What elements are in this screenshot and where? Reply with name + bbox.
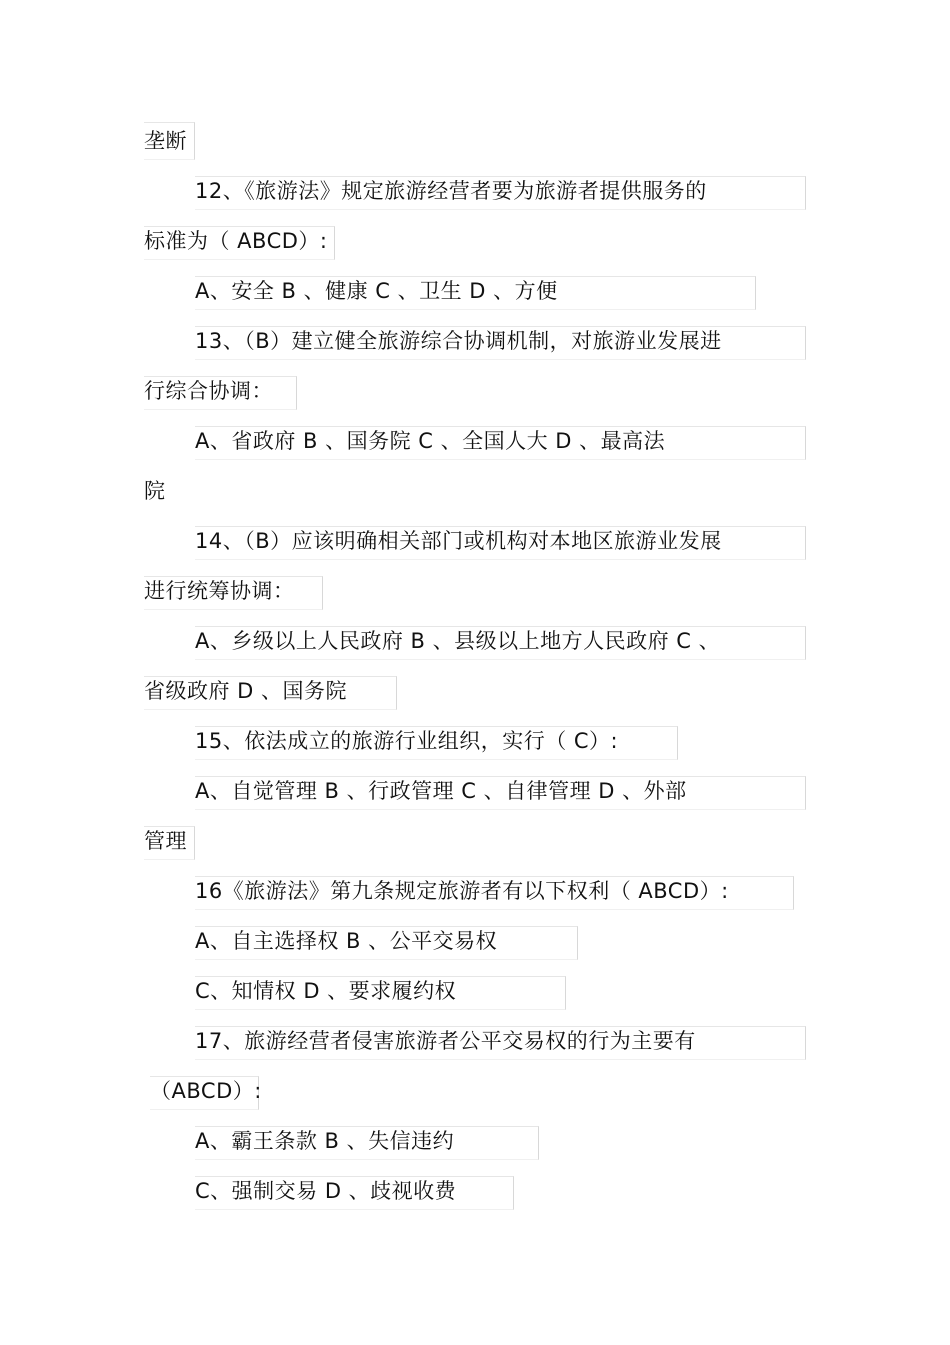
question-16-options-2: C、知情权 D 、要求履约权 [195, 979, 457, 1003]
question-12-line-1: 12、《旅游法》规定旅游经营者要为旅游者提供服务的 [195, 179, 707, 203]
question-16-options-1: A、自主选择权 B 、公平交易权 [195, 929, 498, 953]
question-17-options-1: A、霸王条款 B 、失信违约 [195, 1129, 455, 1153]
question-13-options-2: 院 [144, 479, 166, 503]
question-14-options-1: A、乡级以上人民政府 B 、县级以上地方人民政府 C 、 [195, 629, 721, 653]
question-16-line: 16《旅游法》第九条规定旅游者有以下权利（ ABCD）: [195, 879, 729, 903]
question-14-options-2: 省级政府 D 、国务院 [144, 679, 348, 703]
question-17-line-2: （ABCD）: [150, 1079, 262, 1103]
question-14-line-1: 14、（B）应该明确相关部门或机构对本地区旅游业发展 [195, 529, 722, 553]
question-12-options: A、安全 B 、健康 C 、卫生 D 、方便 [195, 279, 558, 303]
question-13-line-2: 行综合协调： [144, 379, 273, 403]
question-17-line-1: 17、旅游经营者侵害旅游者公平交易权的行为主要有 [195, 1029, 696, 1053]
question-15-options-1: A、自觉管理 B 、行政管理 C 、自律管理 D 、外部 [195, 779, 687, 803]
question-17-options-2: C、强制交易 D 、歧视收费 [195, 1179, 457, 1203]
question-14-line-2: 进行统筹协调： [144, 579, 295, 603]
question-13-options-1: A、省政府 B 、国务院 C 、全国人大 D 、最高法 [195, 429, 666, 453]
question-12-line-2: 标准为（ ABCD）: [144, 229, 328, 253]
text-line-fragment: 垄断 [144, 129, 187, 153]
question-15-line: 15、依法成立的旅游行业组织，实行（ C）: [195, 729, 619, 753]
question-13-line-1: 13、（B）建立健全旅游综合协调机制，对旅游业发展进 [195, 329, 722, 353]
question-15-options-2: 管理 [144, 829, 187, 853]
